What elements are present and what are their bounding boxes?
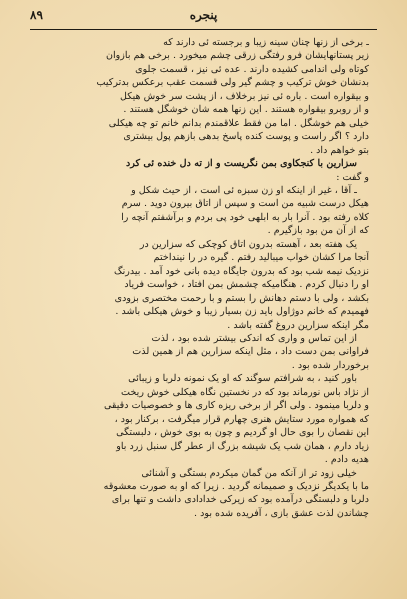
text-line: زیر پستانهایشان فرو رفتگی زرقی چشم میخورد . برخی هم بازوان [105, 50, 369, 62]
text-line: کلاه رفته بود . آنرا بار به ابلهی خود پی بردم و برآشفتم آنچه را [121, 211, 369, 223]
text-line: کوتاه ولی اندامی کشیده دارند . عده ئی نیز ، قسمت جلوی [135, 63, 369, 75]
header-rule [30, 29, 377, 30]
text-line: دلربا و دلبستگی درآمده بود که زیرکی خدادادی داشت و تنها برای [111, 494, 369, 506]
text-line: و بیقواره است . باره ئی نیز برخلاف ، از پشت سر خوش هیکل [120, 90, 369, 102]
text-line: او را دنبال کردم . هنگامیکه چشمش بمن افتاد ، خواست فریاد [124, 279, 369, 291]
text-line: بتو خواهم داد . [310, 144, 369, 156]
text-line: زیاد دارم ، همان شب یک شیشه بزرگ از عطر گل سنبل زرد باو [116, 440, 369, 452]
running-title: پنجره [189, 8, 218, 22]
text-line: ما با یکدیگر نزدیک و صمیمانه گردید . زیرا که او به صورت معشوقه [103, 480, 369, 492]
text-line: چشاندن لذت عشق بازی ، آفریده شده بود . [194, 507, 369, 519]
text-line: دارد ؟ اگر راست و پوست کنده پاسخ بدهی بازهم پول بیشتری [123, 131, 369, 143]
text-line: که همواره مورد ستایش هنری چهارم قرار میگرفت ، برکنار بود ، [114, 413, 369, 425]
text-line: این نقصان را بوی حال او گردیم و چون به بوی خوش ، دلبستگی [116, 427, 369, 439]
text-line: بکشد ، ولی با دستم دهانش را بستم و با رحمت مختصری بزودی [114, 292, 369, 304]
body-text [32, 36, 369, 579]
text-line: که از آن من بود بازگیرم . [267, 225, 369, 237]
page-header [30, 8, 377, 28]
text-line: آنجا مرا کشان خواب میبالید رفتم . گیره در را نینداختم [153, 252, 369, 264]
text-line: فراوانی بمن دست داد ، مثل اینکه سزارین هم از همین لذت [132, 346, 369, 358]
text-line: بدنشان خوش ترکیب و چشم گیر ولی قسمت عقب برعکس بدترکیب [96, 77, 369, 89]
text-line: از این تماس و واری که اندکی بیشتر شده بود ، لذت [151, 332, 357, 344]
text-line: مگر اینکه سزارین دروغ گفته باشد . [227, 319, 369, 331]
text-line: باور کنید ، به شرافتم سوگند که او یک نمونه دلربا و زیبائی [128, 373, 357, 385]
text-line: هدیه دادم . [324, 454, 369, 466]
page-number: ۸۹ [30, 8, 43, 22]
text-line: خیلی زود تر از آنکه من گمان میکردم بستگی و آشنائی [141, 467, 357, 479]
text-line: برخوردار شده بود . [291, 359, 369, 371]
text-line: و گفت : [336, 171, 369, 183]
text-line: خیلی هم خوشگل . اما من فقط علاقمندم بدانم خانم تو چه هیکلی [108, 117, 369, 129]
text-line: سزارین با کنجکاوی بمن نگریست و از ته دل خنده ئی کرد [125, 158, 357, 170]
text-line: از نژاد باس نورماند بود که در نخستین نگاه هیکلی خوش ریخت [121, 386, 369, 398]
text-line: هیکل درست شبیه من است و سپس از اتاق بیرون دوید . سرم [121, 198, 369, 210]
text-line: و از روبرو بیقواره هستند . این زنها همه شان خوشگل هستند . [123, 104, 369, 116]
text-line: ـ برخی از زنها چنان سینه زیبا و برجسته ئی دارند که [163, 37, 369, 48]
text-line: نزدیک نیمه شب بود که بدرون جایگاه دیده بانی خود آمد . بیدرنگ [113, 265, 369, 277]
text-line: فهمیدم که خانم دوژاول باید زن بسیار زیبا و خوش هیکلی باشد . [115, 306, 369, 318]
text-line: ـ آقا ، غیر از اینکه او زن سبزه ئی است ، از حیث شکل و [131, 184, 357, 196]
text-line: یک هفته بعد ، آهسته بدرون اتاق کوچکی که سزارین در [139, 238, 357, 250]
text-line: و دلربا مینمود . ولی اگر از برخی ریزه کاری ها و خصوصیات دقیقی [103, 400, 369, 412]
